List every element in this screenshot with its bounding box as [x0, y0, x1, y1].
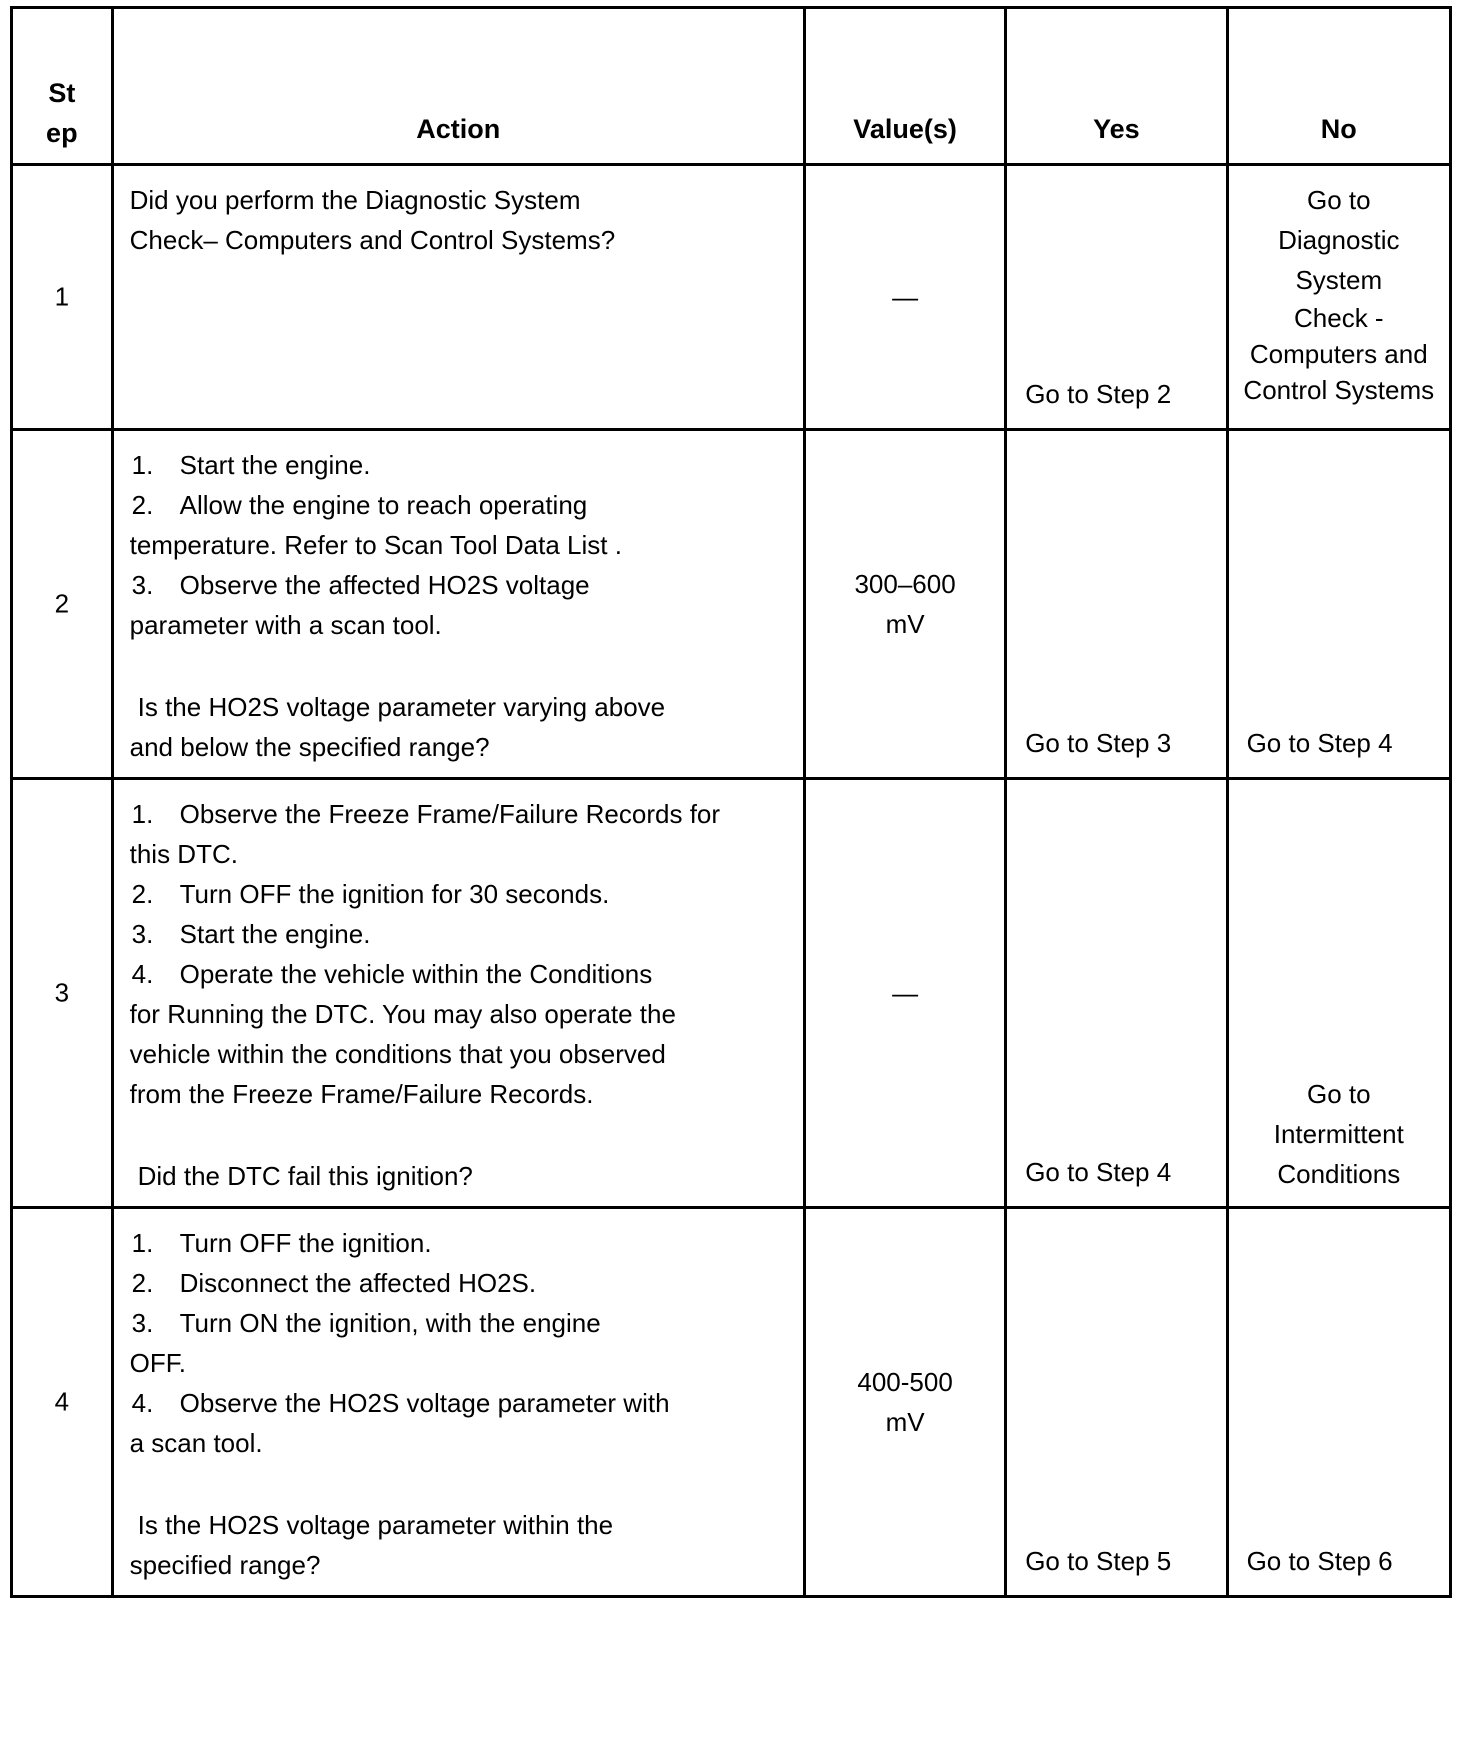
- header-row: [12, 8, 1451, 165]
- action-cell: 1. Start the engine. 2. Allow the engine to reach operating temperature. Refer to Scan Tool Data List . 3. Observe the affected HO2S voltage parameter with a scan tool. Is the HO2S voltage parameter varying above and below the specified range?: [112, 430, 804, 779]
- value-cell: —: [804, 165, 1005, 430]
- goto-step-4-link[interactable]: Go to Step 4: [1025, 1157, 1172, 1187]
- step-cell: 3: [12, 779, 113, 1208]
- table-row-step-2: [12, 430, 1451, 779]
- yes-cell: [1006, 430, 1227, 779]
- goto-step-2-link[interactable]: Go to Step 2: [1025, 379, 1172, 409]
- diagnostic-table: [10, 6, 1452, 1598]
- table-row-step-1: [12, 165, 1451, 430]
- action-cell: Did you perform the Diagnostic System Check– Computers and Control Systems?: [112, 165, 804, 430]
- yes-cell: [1006, 779, 1227, 1208]
- table-row-step-4: [12, 1208, 1451, 1597]
- goto-intermittent-conditions-link[interactable]: Go to Intermittent Conditions: [1273, 1079, 1404, 1189]
- action-cell: 1. Turn OFF the ignition. 2. Disconnect the affected HO2S. 3. Turn ON the ignition, with the engine OFF. 4. Observe the HO2S voltage parameter with a scan tool. Is the HO2S voltage parameter within the specified range?: [112, 1208, 804, 1597]
- header-yes: Yes: [1006, 8, 1227, 165]
- step-cell: 2: [12, 430, 113, 779]
- header-no: No: [1227, 8, 1450, 165]
- goto-step-5-link[interactable]: Go to Step 5: [1025, 1546, 1172, 1576]
- no-cell: [1227, 430, 1450, 779]
- value-cell: —: [804, 779, 1005, 1208]
- yes-cell: [1006, 1208, 1227, 1597]
- table-row-step-3: [12, 779, 1451, 1208]
- goto-diagnostic-system-check-link[interactable]: Go to Diagnostic System Check - Computers and Control Systems: [1243, 185, 1435, 405]
- yes-cell: [1006, 165, 1227, 430]
- no-cell: [1227, 1208, 1450, 1597]
- value-cell: 400-500 mV: [804, 1208, 1005, 1597]
- step-cell: 4: [12, 1208, 113, 1597]
- no-cell: [1227, 779, 1450, 1208]
- goto-step-3-link[interactable]: Go to Step 3: [1025, 728, 1172, 758]
- goto-step-4-link[interactable]: Go to Step 4: [1246, 728, 1393, 758]
- step-cell: 1: [12, 165, 113, 430]
- header-action: Action: [112, 8, 804, 165]
- no-cell: [1227, 165, 1450, 430]
- header-step: St ep: [12, 8, 113, 165]
- goto-step-6-link[interactable]: Go to Step 6: [1246, 1546, 1393, 1576]
- action-cell: 1. Observe the Freeze Frame/Failure Records for this DTC. 2. Turn OFF the ignition for 30 seconds. 3. Start the engine. 4. Operate the vehicle within the Conditions for Running the DTC. You may also operate the vehicle within the conditions that you observed from the Freeze Frame/Failure Records. Did the DTC fail this ignition?: [112, 779, 804, 1208]
- header-values: Value(s): [804, 8, 1005, 165]
- value-cell: 300–600 mV: [804, 430, 1005, 779]
